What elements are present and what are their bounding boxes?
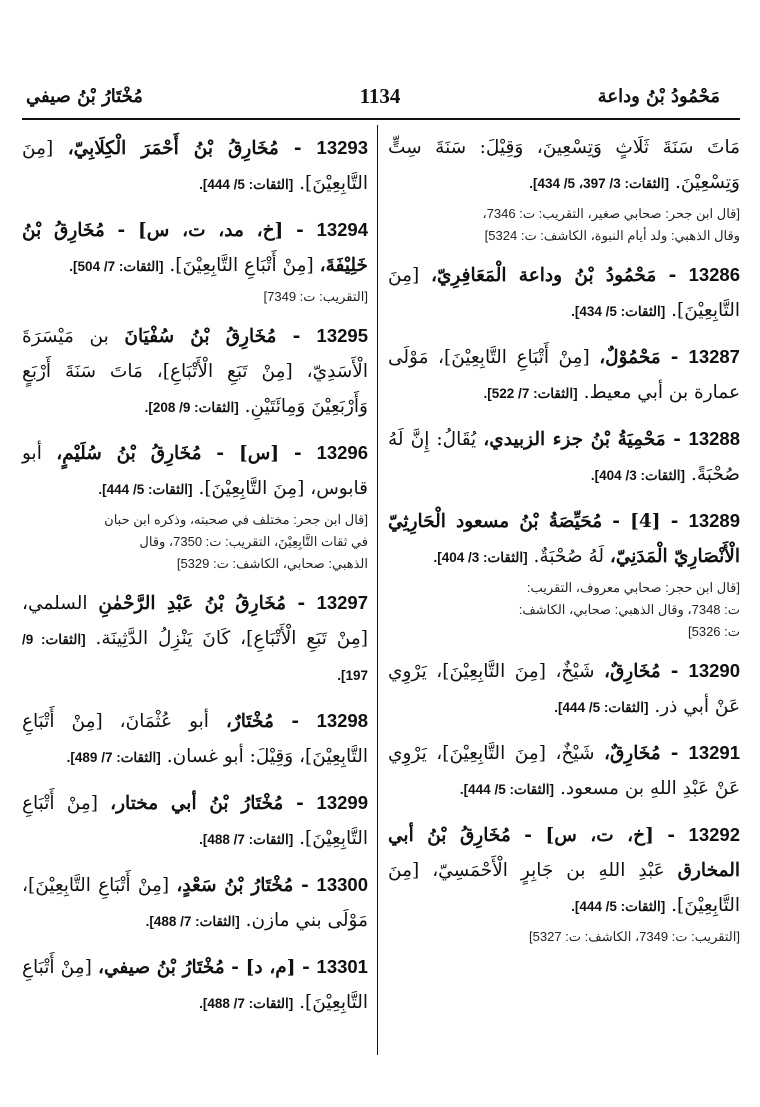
entry-name: مُخَارِقٌ، — [603, 743, 661, 764]
entry-number: 13286 — [688, 264, 741, 285]
entry-text: لَهُ صُحْبَةٌ. — [533, 546, 604, 567]
entry-text: أبو قابوس، [مِنَ التَّابِعِيْنَ]. — [22, 443, 368, 499]
entry-reference: [الثقات: 7/ 488]. — [199, 996, 294, 1011]
entry-reference: [الثقات: 7/ 522]. — [483, 386, 578, 401]
entry-reference: [الثقات: 7/ 489]. — [66, 750, 161, 765]
entry-number: 13298 — [316, 710, 369, 731]
entry-text: السلمي، [مِنْ تَبَعِ الْأَتْبَاعِ]، كَانَ يَنْزِلُ الدَّثِينَة. — [22, 593, 368, 649]
entry-13296: 13296 - [س] - مُخَارِقُ بْنُ سُلَيْمٍ، أبو قابوس، [مِنَ التَّابِعِيْنَ]. [الثقات: 5/ 444]. [قال ابن جحر: مختلف في صحبته، وذكره ابن حبان في ثقات التَّابِعِيْنَ، التقريب: ت: 7350، وقال الذهبي: صحابي، الكاشف: ت: 5329] — [22, 435, 368, 575]
entry-13291: 13291 - مُخَارِقٌ، شَيْخٌ، [مِنَ التَّابِعِيْنَ]، يَرْوِي عَنْ عَبْدِ اللهِ بن مسعود. [الثقات: 5/ 444]. — [388, 742, 740, 799]
entry-reference: [الثقات: 3/ 404]. — [590, 468, 686, 483]
entry-number: 13300 — [316, 874, 368, 895]
entry-text: شَيْخٌ، [مِنَ التَّابِعِيْنَ]، يَرْوِي عَنْ أبي ذر. — [388, 661, 740, 717]
entry-text: يُقَالُ: إِنَّ لَهُ صُحْبَةً. — [388, 429, 740, 485]
entry-reference: [الثقات: 5/ 444]. — [459, 782, 555, 797]
entry-footnote: [قال ابن جحر: مختلف في صحبته، وذكره ابن حبان في ثقات التَّابِعِيْنَ، التقريب: ت: 7350، وقال الذهبي: صحابي، الكاشف: ت: 5329] — [104, 512, 368, 571]
page-number: 1134 — [359, 84, 401, 108]
entry-reference: [الثقات: 5/ 444]. — [199, 177, 294, 192]
entry-reference: [الثقات: 3/ 404]. — [433, 550, 528, 565]
entry-reference: [الثقات: 9/ 197]. — [22, 632, 368, 683]
entry-13299: 13299 - مُخْتَارُ بْنُ أبي مختار، [مِنْ أَتْبَاعِ التَّابِعِيْنَ]. [الثقات: 7/ 488]. — [22, 792, 368, 849]
entry-number: 13296 — [316, 442, 369, 463]
entry-13300: 13300 - مُخْتَارُ بْنُ سَعْدٍ، [مِنْ أَتْبَاعِ التَّابِعِيْنَ]، مَوْلَى بني مازن. [الثقات: 7/ 488]. — [22, 874, 368, 931]
entry-name: مُخَارِقُ بْنُ أبي المخارق — [388, 825, 740, 881]
entry-footnote: [التقريب: ت: 7349، الكاشف: ت: 5327] — [529, 929, 740, 944]
header-rule — [22, 118, 740, 120]
page-header — [0, 86, 760, 116]
entry-name: مُخَارِقُ بْنُ خَلِيْفَةَ، — [22, 220, 368, 276]
running-head-left: مُخْتَارُ بْنُ صيفي — [26, 86, 143, 107]
entry-13287: 13287 - مَحْمُوْلٌ، [مِنْ أَتْبَاعِ التَّابِعِيْنَ]، مَوْلَى عمارة بن أبي معيط. [الثقات: 7/ 522]. — [388, 346, 740, 403]
entry-name: مُخْتَارُ بْنُ سَعْدٍ، — [176, 875, 294, 896]
entry-text: [مِنْ أَتْبَاعِ التَّابِعِيْنَ]، مَوْلَى بني مازن. — [22, 875, 368, 931]
entry-13289: 13289 - [4] - مُحَيِّصَةُ بْنُ مسعود الْحَارِثِيّ الْأَنْصَارِيّ الْمَدَنِيّ، لَهُ صُحْبَةٌ. [الثقات: 3/ 404]. [قال ابن حجر: صحابي معروف، التقريب: ت: 7348، وقال الذهبي: صحابي، الكاشف: ت: 5326] — [388, 503, 740, 643]
entry-text: [مِنَ التَّابِعِيْنَ]. — [22, 138, 368, 194]
entry-sigla: [4] — [630, 511, 661, 532]
entry-text: [مِنْ أَتْبَاعِ التَّابِعِيْنَ]، مَوْلَى عمارة بن أبي معيط. — [388, 347, 740, 403]
entry-text: بن مَيْسَرَةَ الْأَسَدِيّ، [مِنْ تَبَعِ الْأَتْبَاعِ]، مَاتَ سَنَةَ أَرْبَعٍ وَأَرْبَعِيْنَ وَمِائَتَيْنِ. — [22, 326, 368, 417]
entry-sigla: [خ، مد، ت، س] — [138, 220, 284, 241]
entry-reference: [الثقات: 7/ 504]. — [69, 259, 164, 274]
entry-text: عَبْدِ اللهِ بن جَابِرٍ الْأَحْمَسِيّ، [مِنَ التَّابِعِيْنَ]. — [388, 860, 740, 916]
entry-number: 13289 — [688, 510, 741, 531]
entry-number: 13297 — [316, 592, 369, 613]
left-column — [22, 130, 368, 1031]
entry-number: 13288 — [688, 428, 740, 449]
right-column — [388, 130, 740, 958]
entry-reference: [الثقات: 5/ 444]. — [554, 700, 649, 715]
entry-footnote: [قال ابن حجر: صحابي معروف، التقريب: ت: 7348، وقال الذهبي: صحابي، الكاشف: ت: 5326] — [518, 580, 740, 639]
entry-name: مُخَارِقُ بْنُ عَبْدِ الرَّحْمٰنِ — [98, 593, 287, 614]
entry-footnote: [التقريب: ت: 7349] — [263, 289, 368, 304]
entry-number: 13290 — [688, 660, 740, 681]
entry-name: مُحَيِّصَةُ بْنُ مسعود الْحَارِثِيّ الْأَنْصَارِيّ الْمَدَنِيّ، — [388, 511, 740, 567]
entry-number: 13291 — [688, 742, 740, 763]
entry-13286: 13286 - مَحْمُودُ بْنُ وداعة الْمَعَافِرِيّ، [مِنَ التَّابِعِيْنَ]. [الثقات: 5/ 434]. — [388, 264, 741, 321]
entry-text: [مِنْ أَتْبَاعِ التَّابِعِيْنَ]. — [169, 255, 314, 276]
entry-number: 13292 — [688, 824, 740, 845]
entry-text: [مِنْ أَتْبَاعِ التَّابِعِيْنَ]. — [22, 793, 368, 849]
entry-reference: [الثقات: 5/ 434]. — [571, 304, 666, 319]
entry-reference: [الثقات: 7/ 488]. — [145, 914, 240, 929]
entry-reference: [الثقات: 9/ 208]. — [144, 400, 239, 415]
entry-name: مُخْتَارٌ، — [225, 711, 274, 732]
entry-13297: 13297 - مُخَارِقُ بْنُ عَبْدِ الرَّحْمٰنِ السلمي، [مِنْ تَبَعِ الْأَتْبَاعِ]، كَانَ يَنْزِلُ الدَّثِينَة. [الثقات: 9/ 197]. — [22, 592, 369, 683]
entry-13294: 13294 - [خ، مد، ت، س] - مُخَارِقُ بْنُ خَلِيْفَةَ، [مِنْ أَتْبَاعِ التَّابِعِيْنَ]. [الثقات: 7/ 504]. [التقريب: ت: 7349] — [22, 212, 368, 308]
entry-footnote: [قال ابن جحر: صحابي صغير، التقريب: ت: 7346، وقال الذهبي: ولد أيام النبوة، الكاشف: ت: 5324] — [482, 206, 740, 243]
entry-number: 13287 — [688, 346, 740, 367]
entry-name: مُخَارِقٌ، — [603, 661, 661, 682]
entry-13288: 13288 - مَحْمِيَةُ بْنُ جزء الزبيدي، يُقَالُ: إِنَّ لَهُ صُحْبَةً. [الثقات: 3/ 404]. — [388, 428, 740, 485]
entry-text: شَيْخٌ، [مِنَ التَّابِعِيْنَ]، يَرْوِي عَنْ عَبْدِ اللهِ بن مسعود. — [388, 743, 740, 799]
entry-name: مَحْمُودُ بْنُ وداعة الْمَعَافِرِيّ، — [430, 265, 657, 286]
entry-reference: [الثقات: 7/ 488]. — [199, 832, 294, 847]
entry-number: 13294 — [316, 219, 369, 240]
entry-text: [مِنَ التَّابِعِيْنَ]. — [388, 265, 740, 321]
entry-name: مُخَارِقُ بْنُ أَحْمَرَ الْكِلَابِيّ، — [67, 138, 279, 159]
entry-sigla: [س] — [238, 443, 280, 464]
entry-name: مُخْتَارُ بْنُ أبي مختار، — [110, 793, 284, 814]
entry-number: 13293 — [316, 137, 368, 158]
entry-text: [مِنْ أَتْبَاعِ التَّابِعِيْنَ]. — [22, 957, 368, 1013]
entry-13293: 13293 - مُخَارِقُ بْنُ أَحْمَرَ الْكِلَابِيّ، [مِنَ التَّابِعِيْنَ]. [الثقات: 5/ 444]. — [22, 137, 368, 194]
entry-number: 13299 — [316, 792, 368, 813]
entry-name: مُخَارِقُ بْنُ سُفْيَانَ — [124, 326, 277, 347]
entry-reference: [الثقات: 5/ 444]. — [571, 899, 666, 914]
running-head-right: مَحْمُودُ بْنُ وداعة — [597, 86, 720, 107]
entry-13290: 13290 - مُخَارِقٌ، شَيْخٌ، [مِنَ التَّابِعِيْنَ]، يَرْوِي عَنْ أبي ذر. [الثقات: 5/ 444]. — [388, 660, 740, 717]
column-divider — [377, 125, 378, 1055]
entry-13301: 13301 - [م، د] - مُخْتَارُ بْنُ صيفي، [مِنْ أَتْبَاعِ التَّابِعِيْنَ]. [الثقات: 7/ 488]. — [22, 956, 368, 1013]
entry-name: مُخْتَارُ بْنُ صيفي، — [98, 957, 225, 978]
entry-sigla: [م، د] — [245, 957, 296, 978]
entry-13298: 13298 - مُخْتَارٌ، أبو عُثْمَانَ، [مِنْ أَتْبَاعِ التَّابِعِيْنَ]، وَقِيْلَ: أبو غسان. [الثقات: 7/ 489]. — [22, 710, 369, 767]
entry-name: مَحْمُوْلٌ، — [599, 347, 661, 368]
entry-13295: 13295 - مُخَارِقُ بْنُ سُفْيَانَ بن مَيْسَرَةَ الْأَسَدِيّ، [مِنْ تَبَعِ الْأَتْبَاعِ]، مَاتَ سَنَةَ أَرْبَعٍ وَأَرْبَعِيْنَ وَمِائَتَيْنِ. [الثقات: 9/ 208]. — [22, 325, 368, 417]
entry-text: أبو عُثْمَانَ، [مِنْ أَتْبَاعِ التَّابِعِيْنَ]، وَقِيْلَ: أبو غسان. — [22, 711, 368, 767]
entry-reference: [الثقات: 3/ 397، 5/ 434]. — [529, 176, 670, 191]
entry-reference: [الثقات: 5/ 444]. — [98, 482, 193, 497]
entry-name: مَحْمِيَةُ بْنُ جزء الزبيدي، — [483, 429, 666, 450]
entry-continuation — [388, 130, 740, 247]
entry-13292: 13292 - [خ، ت، س] - مُخَارِقُ بْنُ أبي المخارق عَبْدِ اللهِ بن جَابِرٍ الْأَحْمَسِيّ، [مِنَ التَّابِعِيْنَ]. [الثقات: 5/ 444]. [التقريب: ت: 7349، الكاشف: ت: 5327] — [388, 817, 740, 948]
entry-sigla: [خ، ت، س] — [545, 825, 654, 846]
entry-number: 13301 — [316, 956, 368, 977]
entry-name: مُخَارِقُ بْنُ سُلَيْمٍ، — [56, 443, 202, 464]
entry-number: 13295 — [316, 325, 368, 346]
entry-text: مَاتَ سَنَةَ ثَلَاثٍ وَتِسْعِينَ، وَقِيْلَ: سَنَةَ سِتٍّ وَتِسْعِيْنَ. — [388, 137, 740, 193]
